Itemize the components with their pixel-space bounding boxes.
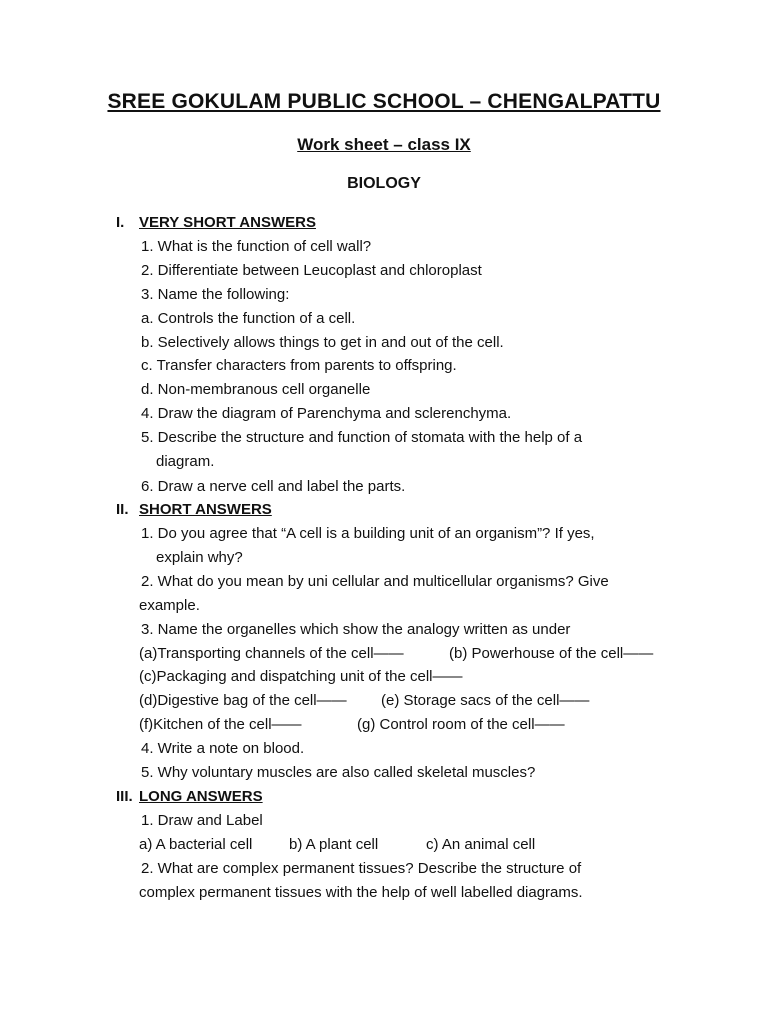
- s1-question-4: 4. Draw the diagram of Parenchyma and sclerenchyma.: [141, 405, 512, 422]
- s3-question-1c: c) An animal cell: [426, 836, 536, 853]
- s2-question-3a: (a)Transporting channels of the cell——: [139, 645, 404, 662]
- s2-question-5: 5. Why voluntary muscles are also called skeletal muscles?: [141, 764, 536, 781]
- s1-question-3b: b. Selectively allows things to get in and out of the cell.: [141, 334, 504, 351]
- school-title: SREE GOKULAM PUBLIC SCHOOL – CHENGALPATTU: [107, 90, 661, 113]
- s3-question-1: 1. Draw and Label: [141, 812, 263, 829]
- s1-question-3c: c. Transfer characters from parents to offspring.: [141, 357, 457, 374]
- s2-question-2-cont: example.: [139, 597, 200, 614]
- s1-question-3: 3. Name the following:: [141, 286, 290, 303]
- section-1-number: I.: [116, 214, 125, 231]
- s3-question-2-cont: complex permanent tissues with the help of well labelled diagrams.: [139, 884, 583, 901]
- s1-question-5: 5. Describe the structure and function of stomata with the help of a: [141, 429, 583, 446]
- s2-question-3c: (c)Packaging and dispatching unit of the cell——: [139, 668, 463, 685]
- s3-question-1b: b) A plant cell: [289, 836, 379, 853]
- s2-question-3d: (d)Digestive bag of the cell——: [139, 692, 347, 709]
- s2-question-3f: (f)Kitchen of the cell——: [139, 716, 302, 733]
- section-2-number: II.: [116, 501, 129, 518]
- subject-title: BIOLOGY: [347, 175, 421, 192]
- s2-question-3b: (b) Powerhouse of the cell——: [449, 645, 654, 662]
- s1-question-3d: d. Non-membranous cell organelle: [141, 381, 371, 398]
- worksheet-title: Work sheet – class IX: [297, 135, 471, 154]
- s2-question-3e: (e) Storage sacs of the cell——: [381, 692, 590, 709]
- s1-question-6: 6. Draw a nerve cell and label the parts.: [141, 478, 406, 495]
- section-2-heading: SHORT ANSWERS: [139, 501, 272, 518]
- section-3-number: III.: [116, 788, 133, 805]
- s2-question-2: 2. What do you mean by uni cellular and multicellular organisms? Give: [141, 573, 609, 590]
- s2-question-3: 3. Name the organelles which show the analogy written as under: [141, 621, 571, 638]
- s2-question-4: 4. Write a note on blood.: [141, 740, 305, 757]
- s2-question-1: 1. Do you agree that “A cell is a building unit of an organism”? If yes,: [141, 525, 595, 542]
- s2-question-1-cont: explain why?: [156, 549, 243, 566]
- s1-question-2: 2. Differentiate between Leucoplast and chloroplast: [141, 262, 482, 279]
- s3-question-2: 2. What are complex permanent tissues? Describe the structure of: [141, 860, 582, 877]
- s1-question-5-cont: diagram.: [156, 453, 215, 470]
- s3-question-1a: a) A bacterial cell: [139, 836, 253, 853]
- s1-question-1: 1. What is the function of cell wall?: [141, 238, 372, 255]
- s1-question-3a: a. Controls the function of a cell.: [141, 310, 356, 327]
- section-1-heading: VERY SHORT ANSWERS: [139, 214, 316, 231]
- s2-question-3g: (g) Control room of the cell——: [357, 716, 565, 733]
- section-3-heading: LONG ANSWERS: [139, 788, 263, 805]
